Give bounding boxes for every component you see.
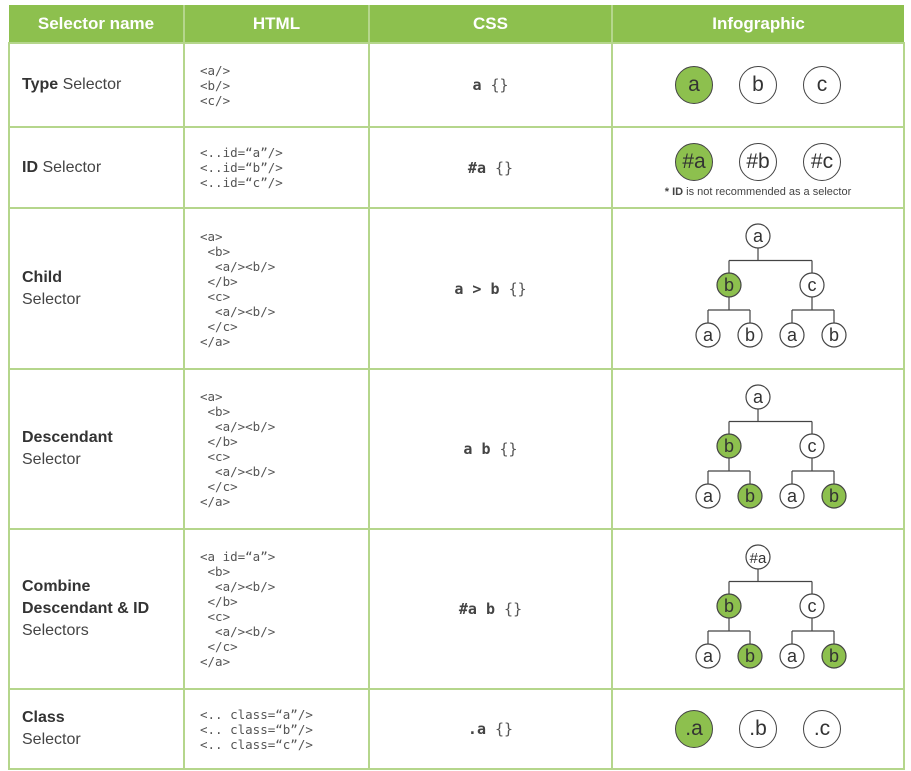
- tree-node-label: a: [702, 645, 714, 666]
- html-cell: [184, 208, 369, 369]
- selector-name-bold: Combine: [22, 578, 91, 595]
- selector-name-cell: [9, 208, 184, 369]
- element-circle: #c: [803, 143, 841, 181]
- header-infographic: Infographic: [612, 5, 904, 43]
- element-tree-diagram: [658, 540, 858, 674]
- selector-name-bold: Descendant: [22, 429, 113, 446]
- element-circle: .c: [803, 710, 841, 748]
- element-circle: .a: [675, 710, 713, 748]
- row-type-selector: [9, 43, 904, 127]
- header-row: [9, 5, 904, 43]
- tree-node-label: a: [702, 485, 714, 506]
- html-code: <a> <b> <a/><b/> </b> <c> <a/><b/> </c> </a>: [200, 228, 276, 349]
- tree-node-label: b: [723, 435, 735, 456]
- selector-name-rest: Selector: [22, 731, 81, 748]
- selector-name-cell: [9, 529, 184, 689]
- html-code: <a id=“a”> <b> <a/><b/> </b> <c> <a/><b/> </c> </a>: [200, 549, 276, 669]
- html-code: <a> <b> <a/><b/> </b> <c> <a/><b/> </c> </a>: [200, 389, 276, 509]
- tree-node-label: a: [786, 485, 798, 506]
- infographic-cell: [612, 43, 904, 127]
- html-cell: [184, 127, 369, 208]
- css-braces: {}: [499, 440, 518, 458]
- html-code: <a/> <b/> <c/>: [200, 62, 231, 108]
- infographic-cell: [612, 127, 904, 208]
- element-circle: c: [803, 66, 841, 104]
- selector-name-rest: Selector: [38, 158, 102, 176]
- note-rest: is not recommended as a selector: [683, 186, 852, 198]
- tree-node-label: b: [723, 595, 735, 616]
- row-id-selector: [9, 127, 904, 208]
- tree-node-label: c: [807, 435, 817, 456]
- infographic-cell: [612, 369, 904, 529]
- selector-name-rest: Selectors: [22, 622, 89, 639]
- selector-name-bold: ID: [22, 158, 38, 176]
- selector-name-bold: Type: [22, 76, 59, 93]
- css-selector: #a: [467, 158, 486, 177]
- html-cell: [184, 369, 369, 529]
- tree-node-label: a: [752, 226, 764, 246]
- tree-node-label: b: [828, 645, 840, 666]
- selector-name-rest: Selector: [22, 290, 81, 308]
- tree-node-label: b: [744, 645, 756, 666]
- selector-name-rest: Selector: [22, 451, 81, 468]
- row-descendant-selector: [9, 369, 904, 529]
- element-tree-diagram: [658, 380, 858, 514]
- tree-node-label: a: [786, 645, 798, 666]
- css-cell: [369, 529, 612, 689]
- css-braces: {}: [495, 720, 514, 738]
- selector-name-rest: Selector: [58, 76, 122, 93]
- css-cell: [369, 43, 612, 127]
- html-cell: [184, 529, 369, 689]
- id-warning-note: [613, 186, 903, 198]
- tree-node-label: b: [723, 275, 735, 295]
- css-selector: a b: [463, 440, 491, 458]
- css-braces: {}: [504, 600, 523, 618]
- tree-node-label: c: [807, 595, 817, 616]
- row-combine-selector: [9, 529, 904, 689]
- html-cell: [184, 43, 369, 127]
- css-selector: a: [472, 76, 482, 94]
- tree-node-label: b: [744, 325, 756, 345]
- css-cell: [369, 689, 612, 769]
- css-selector: #a b: [458, 600, 496, 618]
- infographic-cell: [612, 208, 904, 369]
- selector-name-bold: Child: [22, 268, 62, 286]
- element-circle: #a: [675, 143, 713, 181]
- tree-node-label: c: [807, 275, 817, 295]
- header-html: HTML: [184, 5, 369, 43]
- header-selector-name: Selector name: [9, 5, 184, 43]
- css-braces: {}: [495, 158, 514, 177]
- html-cell: [184, 689, 369, 769]
- tree-node-label: a: [786, 325, 798, 345]
- element-circle: b: [739, 66, 777, 104]
- selector-name-bold: Class: [22, 709, 65, 726]
- html-code: <..id=“a”/> <..id=“b”/> <..id=“c”/>: [200, 145, 283, 190]
- tree-node-label: b: [828, 325, 840, 345]
- element-circle: .b: [739, 710, 777, 748]
- note-bold: * ID: [664, 186, 684, 198]
- infographic-cell: [612, 529, 904, 689]
- header-css: CSS: [369, 5, 612, 43]
- selector-name-cell: [9, 43, 184, 127]
- tree-node-label: a: [702, 325, 714, 345]
- css-cell: [369, 208, 612, 369]
- css-braces: {}: [490, 76, 509, 94]
- selector-name-cell: [9, 369, 184, 529]
- css-selectors-table: [8, 5, 905, 770]
- element-circle: a: [675, 66, 713, 104]
- tree-node-label: b: [744, 485, 756, 506]
- css-braces: {}: [508, 279, 527, 298]
- element-tree-diagram: [658, 219, 858, 353]
- element-circle: #b: [739, 143, 777, 181]
- css-selector: .a: [467, 720, 486, 738]
- row-class-selector: [9, 689, 904, 769]
- selector-name-cell: [9, 127, 184, 208]
- infographic-cell: [612, 689, 904, 769]
- tree-node-label: b: [828, 485, 840, 506]
- row-child-selector: [9, 208, 904, 369]
- html-code: <.. class=“a”/> <.. class=“b”/> <.. class=“c”/>: [200, 706, 313, 752]
- tree-node-label: #a: [749, 549, 767, 567]
- css-cell: [369, 369, 612, 529]
- tree-node-label: a: [752, 386, 764, 407]
- css-cell: [369, 127, 612, 208]
- selector-name-bold: Descendant & ID: [22, 600, 150, 617]
- selector-name-cell: [9, 689, 184, 769]
- css-selector: a > b: [454, 279, 500, 298]
